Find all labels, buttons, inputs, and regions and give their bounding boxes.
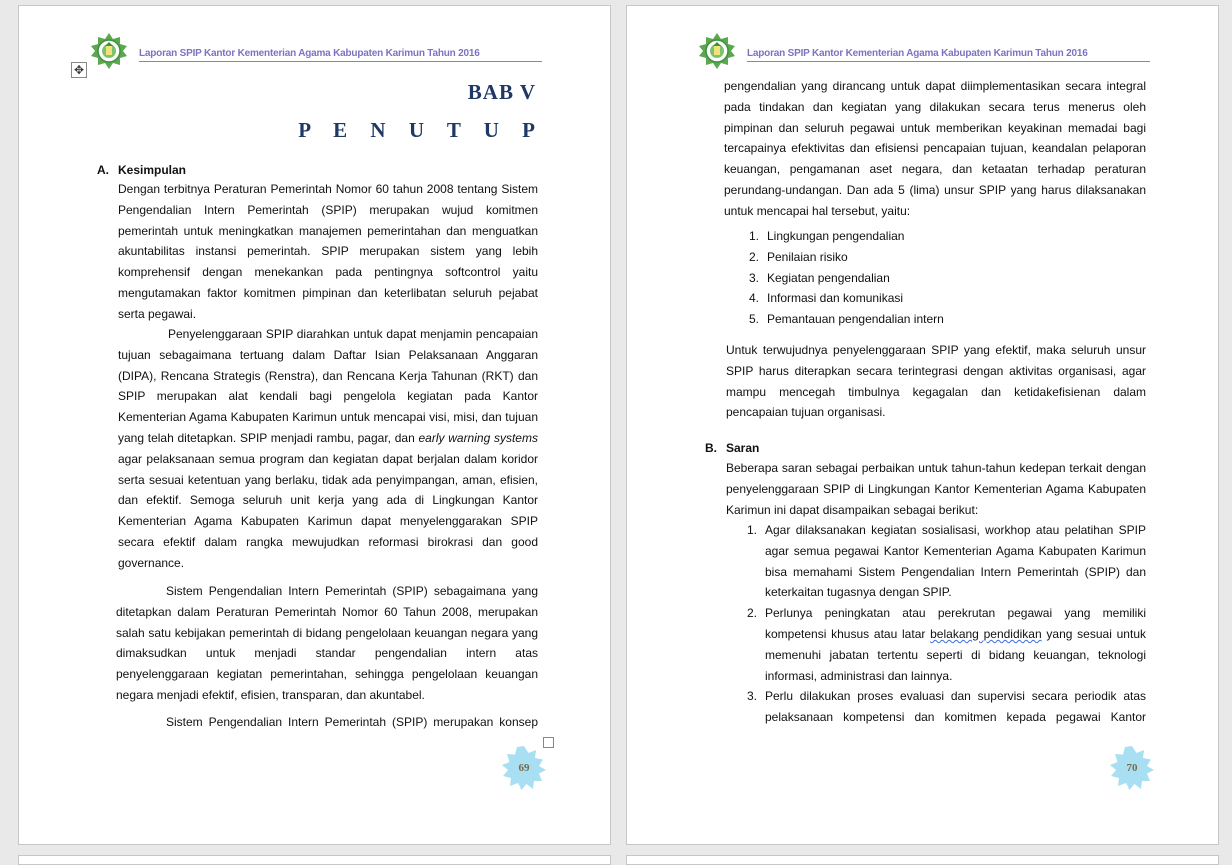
running-header: Laporan SPIP Kantor Kementerian Agama Kabupaten Karimun Tahun 2016 [747, 48, 1088, 59]
list-item: 2. Perlunya peningkatan atau perekrutan pegawai yang memiliki kompetensi khusus atau latar belakang pendidikan yang sesuai untuk memenuhi jabatan tertentu seperti di bidang keuangan, teknologi informasi, administrasi dan lainnya. [747, 606, 1146, 683]
next-page-stub-left [18, 855, 611, 865]
section-b-title: Saran [726, 441, 760, 455]
list-item: 3. Perlu dilakukan proses evaluasi dan supervisi secara periodik atas pelaksanaan kompetensi dan komitmen kepada pegawai Kantor [747, 689, 1146, 725]
list-item: 4. Informasi dan komunikasi [749, 291, 904, 306]
paragraph-2-italic: early warning systems [418, 430, 538, 445]
header-rule [747, 61, 1150, 62]
paragraph-saran-intro: Beberapa saran sebagai perbaikan untuk tahun-tahun kedepan terkait dengan penyelenggaraan SPIP di Lingkungan Kantor Kementerian Agama Kabupaten Karimun ini dapat disampaikan sebagai berikut: [726, 461, 1146, 517]
section-b-letter: B. [705, 441, 717, 455]
list-item: 5. Pemantauan pengendalian intern [749, 312, 944, 327]
page-number-badge [1110, 746, 1154, 790]
chapter-title: P E N U T U P [298, 118, 544, 142]
chapter-number: BAB V [467, 80, 536, 104]
spip-elements-list [725, 226, 1145, 330]
paragraph-kesimpulan-2 [118, 324, 538, 574]
document-page-right [626, 5, 1219, 845]
table-move-handle-icon[interactable]: ✥ [71, 62, 87, 78]
paragraph-spip-effective: Untuk terwujudnya penyelenggaraan SPIP yang efektif, maka seluruh unsur SPIP harus diterapkan secara terintegrasi dengan aktivitas organisasi, agar mampu mencegah timbulnya kegagalan dan ketidakefisienan dalam pencapaian tujuan organisasi. [726, 343, 1146, 420]
paragraph-kesimpulan-4: Sistem Pengendalian Intern Pemerintah (SPIP) merupakan konsep [166, 715, 538, 729]
next-page-stub-right [626, 855, 1219, 865]
running-header: Laporan SPIP Kantor Kementerian Agama Kabupaten Karimun Tahun 2016 [139, 48, 480, 59]
spelling-error-underline[interactable]: belakang pendidikan [930, 626, 1042, 641]
paragraph-2-text-a: Penyelenggaraan SPIP diarahkan untuk dapat menjamin pencapaian tujuan sebagaimana tertuang dalam Daftar Isian Pelaksanaan Anggaran (DIPA), Rencana Strategis (Renstra), dan Rencana Kerja Tahunan (RKT) dan SPIP merupakan alat kendali bagi pengelola kegiatan pada Kantor Kementerian Agama Kabupaten Karimun untuk mencapai visi, misi, dan tujuan yang telah ditetapkan. SPIP menjadi rambu, pagar, dan [118, 327, 538, 445]
document-page-left [18, 5, 611, 845]
ministry-logo-icon [91, 33, 127, 69]
paragraph-kesimpulan-1: Dengan terbitnya Peraturan Pemerintah Nomor 60 tahun 2008 tentang Sistem Pengendalian Intern Pemerintah (SPIP) merupakan wujud komitmen pemerintah untuk meningkatkan manajemen pemerintahan dan menguatkan akuntabilitas instansi pemerintah. SPIP merupakan sistem yang lebih komprehensif dengan menekankan pada pentingnya softcontrol yaitu mengutamakan faktor komitmen pimpinan dan keterlibatan seluruh pejabat serta pegawai. [118, 182, 538, 321]
list-item: 1. Lingkungan pengendalian [749, 229, 905, 243]
page-number: 69 [518, 762, 530, 774]
ministry-logo-icon [699, 33, 735, 69]
paragraph-spip-concept: pengendalian yang dirancang untuk dapat diimplementasikan secara integral pada tindakan dan kegiatan yang dilakukan secara terus menerus oleh pimpinan dan seluruh pegawai untuk memberikan keyakinan memadai bagi tercapainya efektivitas dan efisiensi pencapaian tujuan, keandalan pelaporan keuangan, pengamanan aset negara, dan ketaatan terhadap peraturan perundang-undangan. Dan ada 5 (lima) unsur SPIP yang harus dilaksanakan untuk mencapai hal tersebut, yaitu: [724, 79, 1146, 218]
paragraph-2-text-b: agar pelaksanaan semua program dan kegiatan dapat berjalan dalam koridor serta sesuai ketentuan yang berlaku, tidak ada penyimpangan, aman, efisien, dan efektif. Semoga seluruh unit kerja yang ada di Lingkungan Kantor Kementerian Agama Kabupaten Karimun dapat menyelenggarakan SPIP secara efektif dalam rangka mewujudkan reformasi birokrasi dan good governance. [118, 451, 538, 570]
saran-list [725, 520, 1146, 728]
paragraph-kesimpulan-3: Sistem Pengendalian Intern Pemerintah (SPIP) sebagaimana yang ditetapkan dalam Peraturan Pemerintah Nomor 60 Tahun 2008, merupakan salah satu kebijakan pemerintah di bidang pengelolaan keuangan negara yang dimaksudkan untuk menjadi standar pengendalian intern atas penyelenggaraan kegiatan pemerintahan, sehingga pengelolaan keuangan negara menjadi efektif, efisien, transparan, dan akuntabel. [116, 584, 538, 702]
list-item: 2. Penilaian risiko [749, 249, 848, 264]
page-number-badge [502, 746, 546, 790]
list-item: 1. Agar dilaksanakan kegiatan sosialisasi, workhop atau pelatihan SPIP agar semua pegawai Kantor Kementerian Agama Kabupaten Karimun bisa memahami Sistem Pengendalian Intern Pemerintah (SPIP) dan keterkaitan tugasnya dengan SPIP. [747, 523, 1146, 600]
list-item: 3. Kegiatan pengendalian [749, 270, 890, 285]
section-a-title: Kesimpulan [118, 163, 187, 177]
page-number: 70 [1126, 762, 1138, 774]
section-a-letter: A. [97, 163, 109, 177]
header-rule [139, 61, 542, 62]
